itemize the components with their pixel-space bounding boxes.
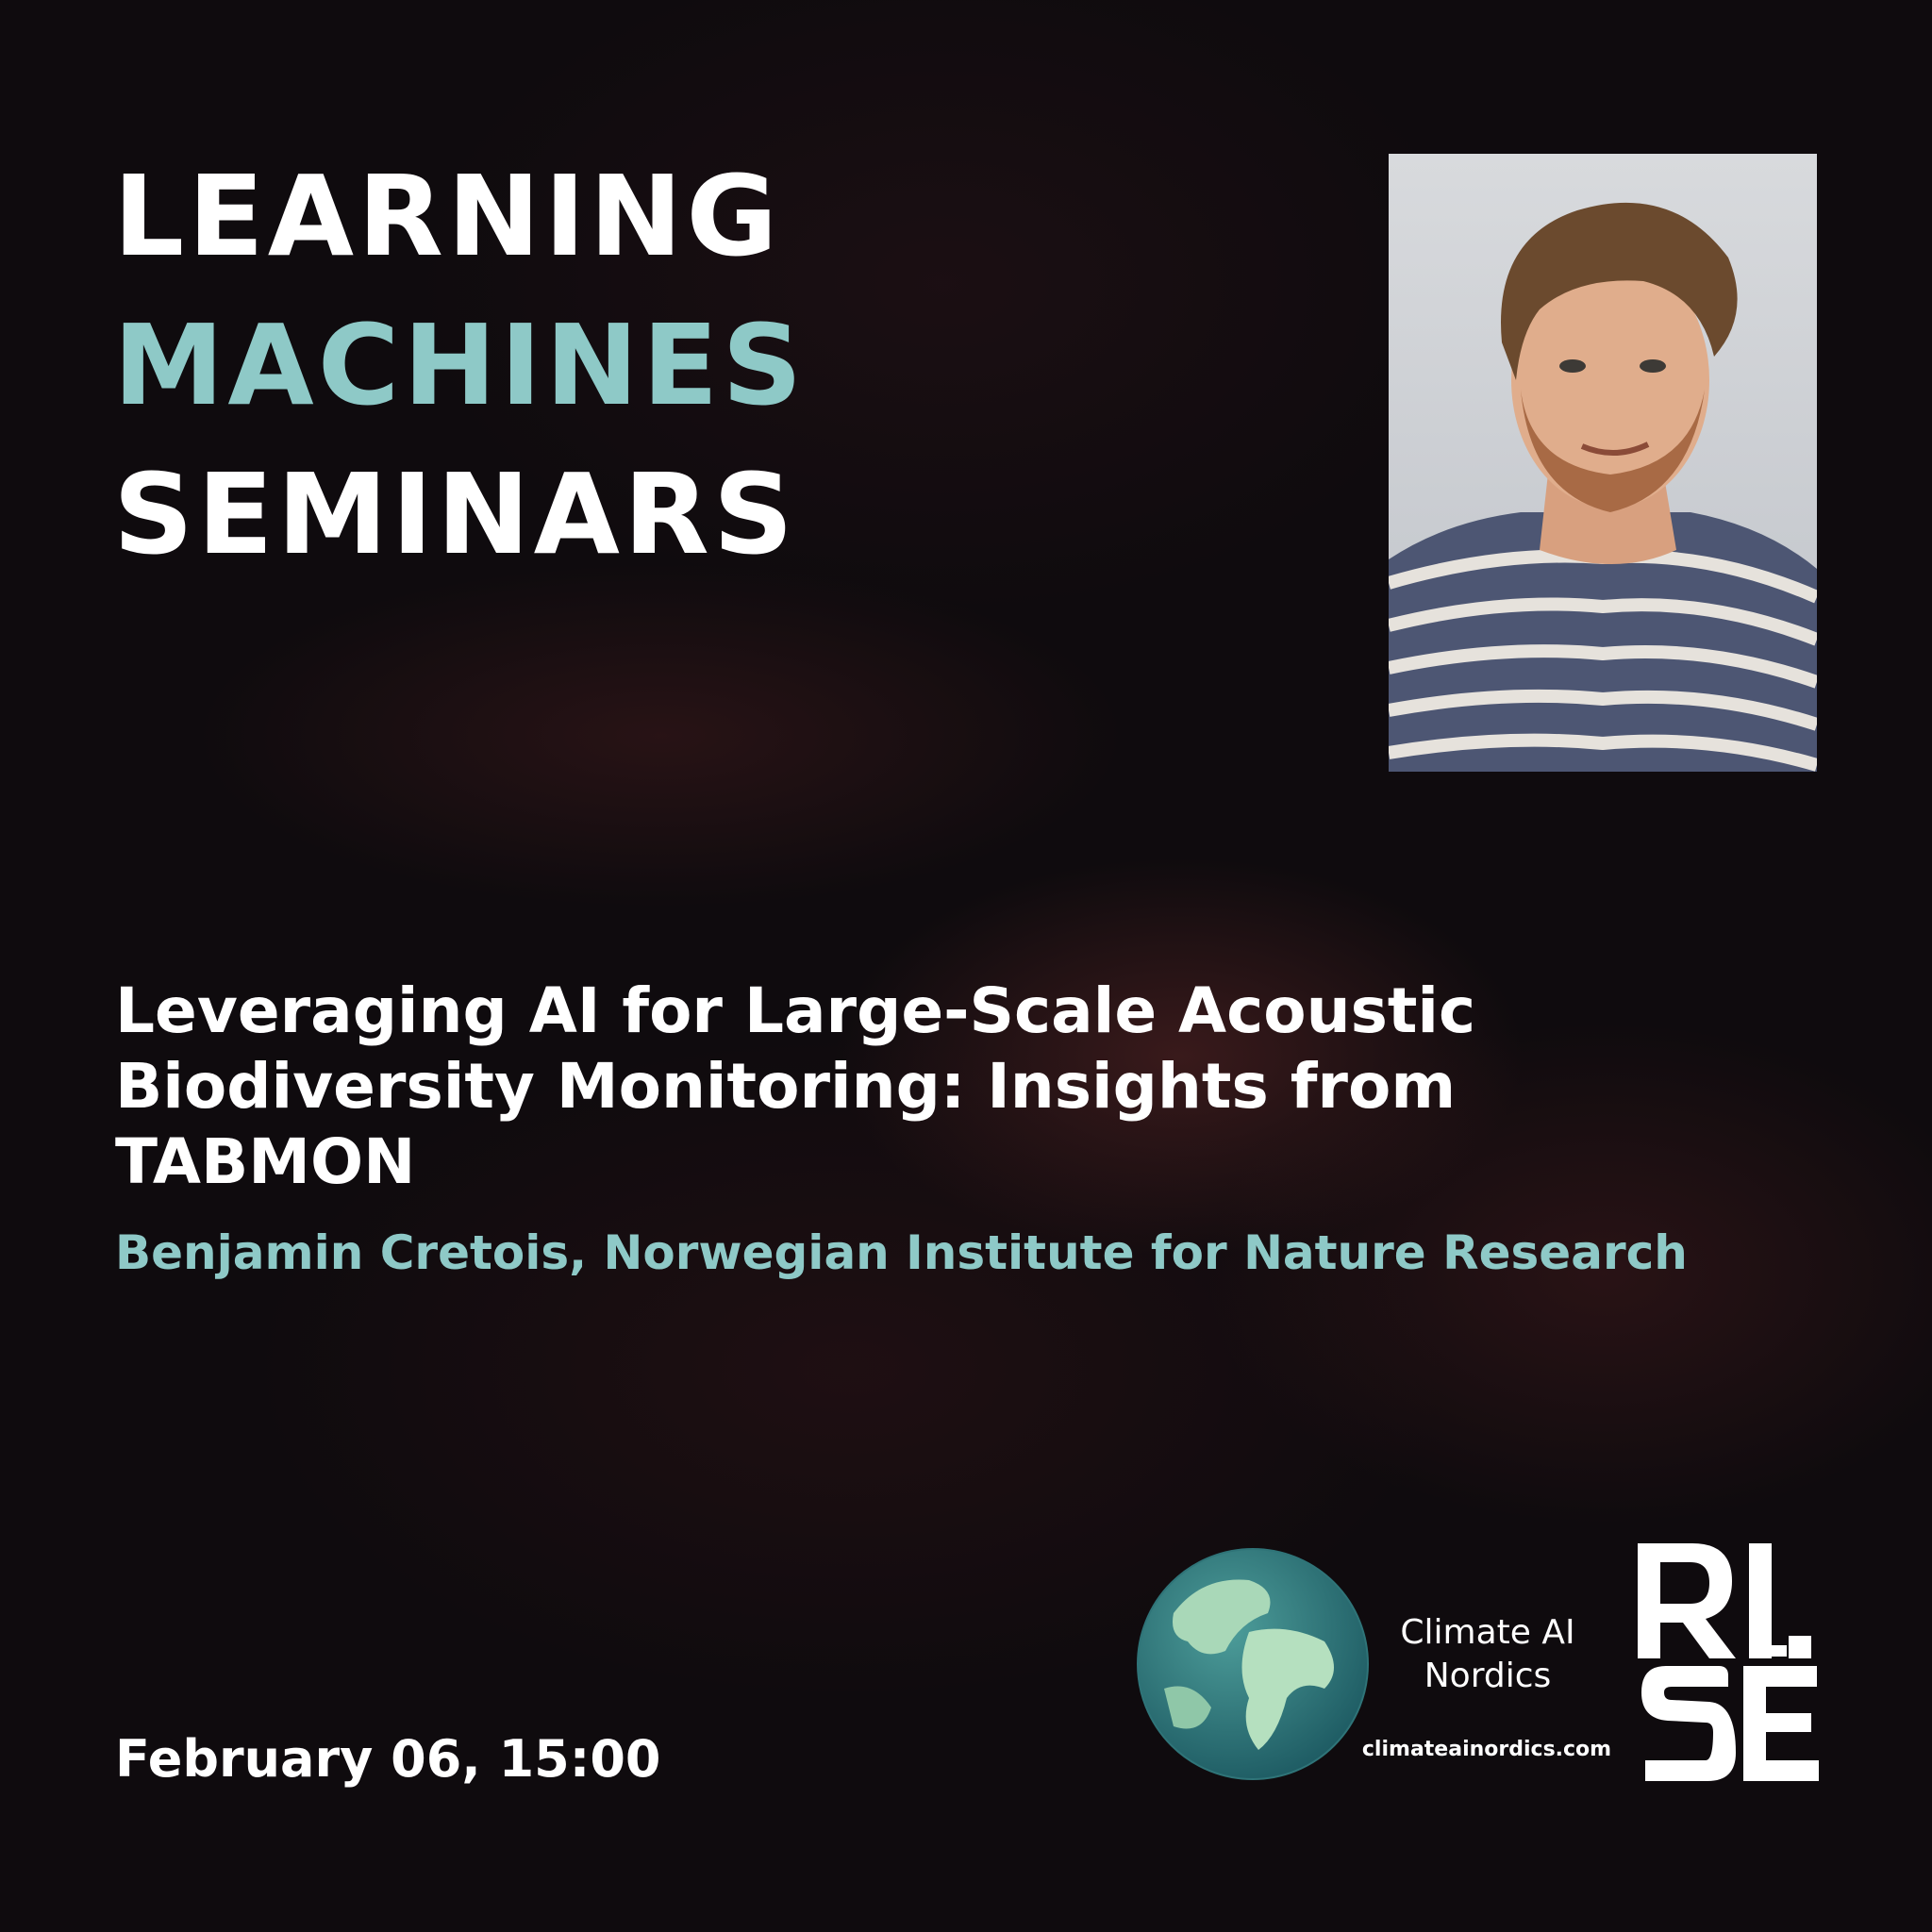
speaker-portrait-illustration bbox=[1389, 154, 1817, 772]
speaker-photo bbox=[1389, 154, 1817, 772]
series-title-line-learning: LEARNING bbox=[113, 151, 782, 281]
org-name-line1: Climate AI bbox=[1400, 1613, 1575, 1652]
series-title bbox=[113, 142, 806, 589]
speaker-name: Benjamin Cretois, Norwegian Institute for Nature Research bbox=[115, 1225, 1688, 1280]
rise-logo bbox=[1638, 1543, 1821, 1781]
climate-ai-nordics-name bbox=[1379, 1611, 1596, 1698]
series-title-line-seminars: SEMINARS bbox=[113, 449, 797, 579]
series-title-line-machines: MACHINES bbox=[113, 300, 807, 430]
org-name-line2: Nordics bbox=[1424, 1657, 1552, 1695]
talk-title: Leveraging AI for Large-Scale Acoustic Biodiversity Monitoring: Insights from TABMON bbox=[115, 974, 1476, 1198]
event-date: February 06, 15:00 bbox=[115, 1729, 661, 1789]
globe-logo-icon bbox=[1136, 1547, 1370, 1781]
climate-ai-nordics-url: climateainordics.com bbox=[1361, 1738, 1612, 1761]
